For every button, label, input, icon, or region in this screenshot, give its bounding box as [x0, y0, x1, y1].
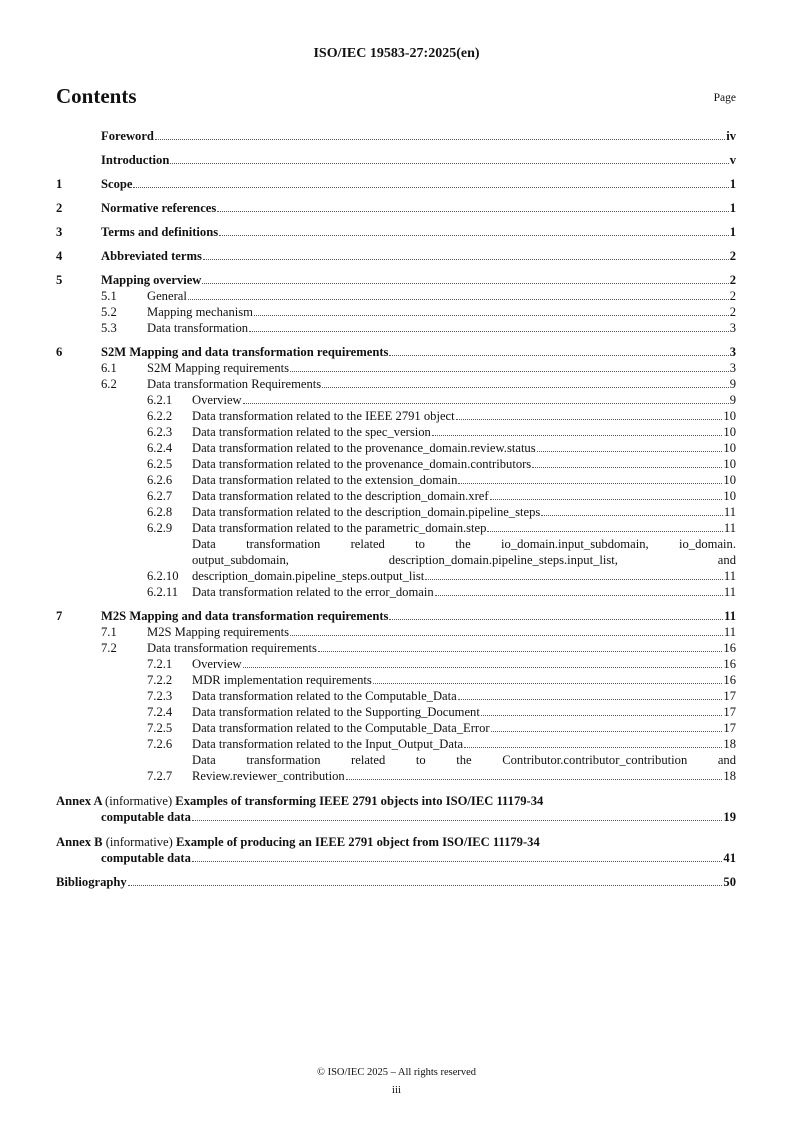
page-number-link[interactable]: 50	[723, 875, 736, 889]
page-number-link[interactable]: 10	[723, 409, 736, 423]
entry-title-last-line	[192, 408, 736, 424]
table-of-contents	[56, 128, 736, 890]
section-number: 5	[56, 273, 63, 287]
toc-entry[interactable]	[56, 456, 736, 472]
section-number: 6.2.10	[147, 569, 179, 583]
entry-title-line: Data transformation related to the provenance_domain.contributors	[192, 457, 532, 471]
toc-entry[interactable]	[56, 304, 736, 320]
dot-leader	[243, 402, 729, 404]
entry-title-last-line	[192, 520, 736, 536]
section-number: 6.2.7	[147, 489, 173, 503]
dot-leader	[490, 498, 723, 500]
page-number-link[interactable]: 18	[723, 769, 736, 783]
page-number-link[interactable]: 1	[729, 201, 736, 215]
dot-leader	[389, 618, 723, 620]
dot-leader	[217, 210, 728, 212]
page-number-link[interactable]: 17	[723, 689, 736, 703]
entry-title-line: General	[147, 289, 187, 303]
entry-title-last-line	[101, 128, 736, 144]
entry-title-last-line	[101, 176, 736, 192]
entry-title-last-line	[192, 672, 736, 688]
section-number: 7.2.1	[147, 657, 173, 671]
entry-title	[147, 304, 736, 320]
page-number-link[interactable]: 1	[729, 177, 736, 191]
entry-title	[101, 200, 736, 216]
toc-entry-annex[interactable]	[56, 793, 736, 825]
dot-leader	[481, 714, 723, 716]
page-number-link[interactable]: 10	[723, 425, 736, 439]
page-number-link[interactable]: 16	[723, 641, 736, 655]
toc-entry[interactable]	[56, 440, 736, 456]
entry-title-line: Data transformation related to the description_domain.xref	[192, 489, 489, 503]
toc-entry[interactable]	[56, 288, 736, 304]
entry-title	[101, 152, 736, 168]
section-number: 7	[56, 609, 63, 623]
toc-entry[interactable]	[56, 376, 736, 392]
page-number-link[interactable]: v	[729, 153, 736, 167]
toc-entry[interactable]	[56, 672, 736, 688]
entry-title-last-line	[192, 488, 736, 504]
page-number-link[interactable]: 11	[723, 505, 736, 519]
page-number: iii	[391, 1084, 402, 1096]
toc-entry[interactable]	[56, 152, 736, 168]
dot-leader	[464, 746, 722, 748]
entry-title-line: computable data	[101, 851, 191, 865]
entry-title-last-line	[147, 640, 736, 656]
toc-entry-bibliography[interactable]	[56, 874, 736, 890]
entry-title-line: Data transformation related to the parametric_domain.step	[192, 521, 487, 535]
page-number-link[interactable]: 9	[729, 377, 736, 391]
entry-title-line: Data transformation related to the spec_version	[192, 425, 431, 439]
toc-entry[interactable]	[56, 128, 736, 144]
entry-title-line: Data transformation related to the Supporting_Document	[192, 705, 480, 719]
section-number: 6.2.6	[147, 473, 173, 487]
entry-title-line: Data transformation related to the provenance_domain.review.status	[192, 441, 536, 455]
entry-title-last-line	[101, 850, 736, 866]
entry-title-line: Scope	[101, 177, 133, 191]
section-number: 6	[56, 345, 63, 359]
entry-title	[192, 472, 736, 488]
entry-title-line: Normative references	[101, 201, 217, 215]
dot-leader	[541, 514, 723, 516]
entry-title	[101, 224, 736, 240]
toc-entry[interactable]	[56, 272, 736, 288]
section-number: 6.2.9	[147, 521, 173, 535]
page-number-link[interactable]: 17	[723, 721, 736, 735]
dot-leader	[432, 434, 723, 436]
entry-title-last-line	[147, 320, 736, 336]
entry-title-line: S2M Mapping requirements	[147, 361, 290, 375]
entry-title-line: Overview	[192, 657, 242, 671]
toc-entry[interactable]	[56, 424, 736, 440]
dot-leader	[458, 698, 723, 700]
section-number: 7.2.5	[147, 721, 173, 735]
entry-title	[192, 736, 736, 752]
page-number-link[interactable]: 3	[729, 321, 736, 335]
dot-leader	[435, 594, 723, 596]
entry-title-last-line	[192, 440, 736, 456]
page-number-link[interactable]: 18	[723, 737, 736, 751]
page-number-link[interactable]: 16	[723, 657, 736, 671]
entry-title-last-line	[192, 688, 736, 704]
toc-entry[interactable]	[56, 408, 736, 424]
page-number-link[interactable]: 2	[729, 273, 736, 287]
entry-title-line: Data transformation related to the io_domain.input_subdomain, io_domain.	[192, 537, 736, 551]
entry-title	[192, 536, 736, 584]
dot-leader	[458, 482, 722, 484]
dot-leader	[537, 450, 723, 452]
entry-title-last-line	[192, 584, 736, 600]
toc-entry[interactable]	[56, 360, 736, 376]
entry-title-last-line	[147, 376, 736, 392]
page-number-link[interactable]: 41	[723, 851, 736, 865]
dot-leader	[192, 860, 722, 862]
dot-leader	[373, 682, 723, 684]
entry-title-last-line	[192, 736, 736, 752]
section-number: 7.2.2	[147, 673, 173, 687]
dot-leader	[389, 354, 728, 356]
entry-title-last-line	[56, 874, 736, 890]
page-number-link[interactable]: iv	[726, 129, 736, 143]
entry-title-last-line	[101, 224, 736, 240]
section-number: 6.2.5	[147, 457, 173, 471]
entry-title	[192, 752, 736, 784]
entry-title	[192, 456, 736, 472]
section-number: 3	[56, 225, 63, 239]
toc-entry[interactable]	[56, 536, 736, 584]
annex-type: (informative)	[105, 794, 173, 808]
section-number: 6.2.2	[147, 409, 173, 423]
toc-entry[interactable]	[56, 736, 736, 752]
entry-title-line: Overview	[192, 393, 242, 407]
entry-title-line: Data transformation related to the description_domain.pipeline_steps	[192, 505, 541, 519]
toc-entry[interactable]	[56, 608, 736, 624]
entry-title-last-line	[101, 152, 736, 168]
section-number: 7.2	[101, 641, 117, 655]
section-number: 6.2.4	[147, 441, 173, 455]
entry-title-line: Mapping overview	[101, 273, 202, 287]
entry-title-line: Examples of transforming IEEE 2791 objects into ISO/IEC 11179-34	[175, 794, 544, 808]
entry-title	[147, 624, 736, 640]
entry-title	[147, 288, 736, 304]
section-number: 5.2	[101, 305, 117, 319]
entry-title	[192, 504, 736, 520]
entry-title-line: Bibliography	[56, 875, 127, 889]
entry-title-last-line	[147, 304, 736, 320]
dot-leader	[290, 370, 729, 372]
entry-title-line: output_subdomain, description_domain.pipeline_steps.input_list, and	[192, 553, 736, 567]
entry-title-line: Data transformation related to the error_domain	[192, 585, 434, 599]
entry-title-line: M2S Mapping requirements	[147, 625, 290, 639]
entry-title	[101, 272, 736, 288]
entry-title-line: Data transformation related to the Computable_Data	[192, 689, 457, 703]
entry-title-last-line	[192, 568, 736, 584]
dot-leader	[249, 330, 729, 332]
page-number-link[interactable]: 2	[729, 289, 736, 303]
section-number: 2	[56, 201, 63, 215]
toc-entry[interactable]	[56, 224, 736, 240]
entry-title	[192, 488, 736, 504]
toc-entry[interactable]	[56, 584, 736, 600]
entry-title-last-line	[101, 344, 736, 360]
entry-title-line: Data transformation requirements	[147, 641, 317, 655]
section-number: 5.3	[101, 321, 117, 335]
entry-title-last-line	[147, 288, 736, 304]
entry-title	[147, 320, 736, 336]
dot-leader	[290, 634, 723, 636]
page-number-link[interactable]: 11	[723, 569, 736, 583]
dot-leader	[170, 162, 728, 164]
entry-title-last-line	[192, 456, 736, 472]
page-column-label: Page	[713, 92, 736, 104]
toc-entry[interactable]	[56, 624, 736, 640]
entry-title-line: Data transformation related to the extension_domain	[192, 473, 458, 487]
toc-entry[interactable]	[56, 176, 736, 192]
entry-title-last-line	[101, 248, 736, 264]
entry-title-last-line	[101, 200, 736, 216]
toc-entry[interactable]	[56, 720, 736, 736]
dot-leader	[155, 138, 725, 140]
dot-leader	[346, 778, 723, 780]
entry-title-line: Data transformation related to the IEEE 2791 object	[192, 409, 455, 423]
entry-title	[192, 672, 736, 688]
dot-leader	[491, 730, 723, 732]
toc-entry[interactable]	[56, 320, 736, 336]
dot-leader	[243, 666, 723, 668]
page-number-link[interactable]: 17	[723, 705, 736, 719]
page-number-link[interactable]: 10	[723, 489, 736, 503]
page-number-link[interactable]: 10	[723, 473, 736, 487]
toc-entry[interactable]	[56, 752, 736, 784]
dot-leader	[254, 314, 729, 316]
dot-leader	[487, 530, 722, 532]
entry-title-line: Data transformation Requirements	[147, 377, 322, 391]
section-number: 6.2.3	[147, 425, 173, 439]
page-number-link[interactable]: 11	[723, 625, 736, 639]
toc-entry[interactable]	[56, 504, 736, 520]
toc-entry[interactable]	[56, 688, 736, 704]
page-number-link[interactable]: 11	[724, 609, 736, 623]
section-number: 6.2.1	[147, 393, 173, 407]
toc-entry[interactable]	[56, 392, 736, 408]
annex-label: Annex B	[56, 835, 103, 849]
entry-title-line: Foreword	[101, 129, 154, 143]
dot-leader	[203, 258, 729, 260]
entry-title-line: Mapping mechanism	[147, 305, 253, 319]
entry-title	[192, 584, 736, 600]
entry-title	[192, 720, 736, 736]
toc-entry[interactable]	[56, 656, 736, 672]
entry-title-last-line	[101, 272, 736, 288]
entry-title	[192, 408, 736, 424]
entry-title-last-line	[147, 360, 736, 376]
section-number: 7.2.4	[147, 705, 173, 719]
entry-title-last-line	[192, 656, 736, 672]
entry-title-last-line	[192, 472, 736, 488]
entry-title-last-line	[192, 424, 736, 440]
annex-type: (informative)	[105, 835, 173, 849]
entry-title-line: Abbreviated terms	[101, 249, 202, 263]
dot-leader	[192, 819, 722, 821]
entry-title-line: Example of producing an IEEE 2791 object from ISO/IEC 11179-34	[176, 835, 540, 849]
toc-entry[interactable]	[56, 704, 736, 720]
section-number: 7.2.7	[147, 769, 173, 783]
section-number: 6.2.11	[147, 585, 179, 599]
entry-title-line: computable data	[101, 810, 191, 824]
entry-title	[101, 176, 736, 192]
page-title: Contents	[56, 84, 137, 108]
section-number: 7.2.3	[147, 689, 173, 703]
toc-entry[interactable]	[56, 472, 736, 488]
dot-leader	[456, 418, 723, 420]
entry-title-last-line	[192, 504, 736, 520]
entry-title-last-line	[192, 704, 736, 720]
toc-entry[interactable]	[56, 488, 736, 504]
entry-title	[101, 608, 736, 624]
annex-first-line	[56, 793, 736, 809]
entry-title-last-line	[101, 809, 736, 825]
entry-title-line: Data transformation related to the Contributor.contributor_contribution and	[192, 753, 736, 767]
entry-title-line: Data transformation related to the Computable_Data_Error	[192, 721, 490, 735]
entry-title-last-line	[192, 720, 736, 736]
page-number-link[interactable]: 3	[729, 361, 736, 375]
toc-entry[interactable]	[56, 248, 736, 264]
entry-title	[101, 128, 736, 144]
entry-title-line: Data transformation related to the Input_Output_Data	[192, 737, 464, 751]
entry-title	[192, 392, 736, 408]
toc-entry[interactable]	[56, 200, 736, 216]
page-number-link[interactable]: 10	[723, 441, 736, 455]
entry-title	[56, 874, 736, 890]
entry-title	[56, 793, 736, 825]
dot-leader	[532, 466, 722, 468]
page-number-link[interactable]: 3	[729, 345, 736, 359]
section-number: 7.1	[101, 625, 117, 639]
section-number: 6.2	[101, 377, 117, 391]
annex-label: Annex A	[56, 794, 102, 808]
dot-leader	[318, 650, 722, 652]
entry-title-last-line	[101, 608, 736, 624]
toc-entry-annex[interactable]	[56, 834, 736, 866]
dot-leader	[425, 578, 723, 580]
page-number-link[interactable]: 16	[723, 673, 736, 687]
entry-title-line: Terms and definitions	[101, 225, 219, 239]
toc-entry[interactable]	[56, 520, 736, 536]
entry-title-line: Data transformation	[147, 321, 249, 335]
page-number-link[interactable]: 11	[723, 585, 736, 599]
page-number-link[interactable]: 2	[729, 249, 736, 263]
dot-leader	[133, 186, 728, 188]
toc-entry[interactable]	[56, 344, 736, 360]
page-number-link[interactable]: 1	[729, 225, 736, 239]
document-header: ISO/IEC 19583-27:2025(en)	[313, 46, 480, 61]
dot-leader	[202, 282, 728, 284]
page-number-link[interactable]: 11	[723, 521, 736, 535]
section-number: 6.2.8	[147, 505, 173, 519]
dot-leader	[128, 884, 723, 886]
entry-title-last-line	[147, 624, 736, 640]
page-number-link[interactable]: 10	[723, 457, 736, 471]
dot-leader	[322, 386, 729, 388]
entry-title-line: MDR implementation requirements	[192, 673, 372, 687]
entry-title	[101, 248, 736, 264]
entry-title	[192, 688, 736, 704]
entry-title	[56, 834, 736, 866]
entry-title	[192, 440, 736, 456]
page-number-link[interactable]: 2	[729, 305, 736, 319]
entry-title-line: Review.reviewer_contribution	[192, 769, 345, 783]
page-number-link[interactable]: 9	[729, 393, 736, 407]
entry-title-line: description_domain.pipeline_steps.output_list	[192, 569, 425, 583]
entry-title-line: M2S Mapping and data transformation requirements	[101, 609, 389, 623]
section-number: 4	[56, 249, 63, 263]
section-number: 6.1	[101, 361, 117, 375]
entry-title	[147, 640, 736, 656]
section-number: 7.2.6	[147, 737, 173, 751]
dot-leader	[188, 298, 729, 300]
entry-title-line: S2M Mapping and data transformation requirements	[101, 345, 389, 359]
entry-title	[101, 344, 736, 360]
copyright-footer: © ISO/IEC 2025 – All rights reserved	[316, 1067, 477, 1078]
entry-title-line: Introduction	[101, 153, 170, 167]
dot-leader	[219, 234, 729, 236]
entry-title	[147, 376, 736, 392]
entry-title	[192, 704, 736, 720]
section-number: 1	[56, 177, 63, 191]
entry-title-last-line	[192, 392, 736, 408]
entry-title-last-line	[192, 768, 736, 784]
entry-title	[192, 424, 736, 440]
annex-first-line	[56, 834, 736, 850]
toc-entry[interactable]	[56, 640, 736, 656]
entry-title	[147, 360, 736, 376]
entry-title	[192, 656, 736, 672]
section-number: 5.1	[101, 289, 117, 303]
page-number-link[interactable]: 19	[723, 810, 736, 824]
entry-title	[192, 520, 736, 536]
